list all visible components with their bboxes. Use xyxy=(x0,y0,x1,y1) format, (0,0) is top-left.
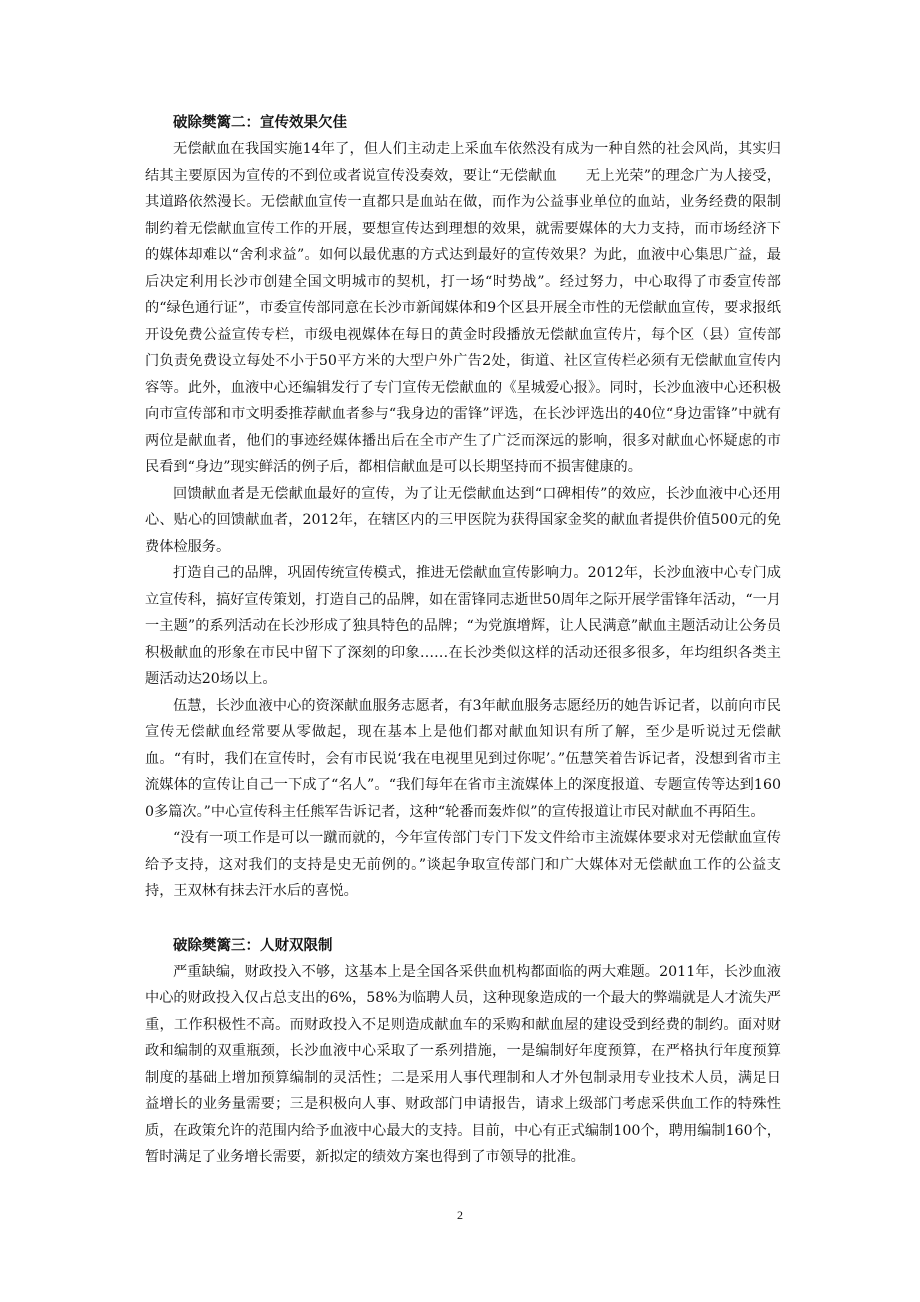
section-heading-3: 破除樊篱三：人财双限制 xyxy=(173,937,333,954)
paragraph: “没有一项工作是可以一蹴而就的，今年宣传部门专门下发文件给市主流媒体要求对无偿献血宣传给予支持，这对我们的支持是史无前例的。”谈起争取宣传部门和广大媒体对无偿献血工作的公益支持，王双林有抹去汗水后的喜悦。 xyxy=(145,830,781,899)
paragraph: 打造自己的品牌，巩固传统宣传模式，推进无偿献血宣传影响力。2012年，长沙血液中心专门成立宣传科，搞好宣传策划，打造自己的品牌，如在雷锋同志逝世50周年之际开展学雷锋年活动，“一月一主题”的系列活动在长沙形成了独具特色的品牌；“为党旗增辉，让人民满意”献血主题活动让公务员积极献血的形象在市民中留下了深刻的印象……在长沙类似这样的活动还很多很多，年均组织各类主题活动达20场以上。 xyxy=(145,565,781,687)
section-spacer xyxy=(145,905,781,933)
paragraph: 回馈献血者是无偿献血最好的宣传，为了让无偿献血达到“口碑相传”的效应，长沙血液中心还用心、贴心的回馈献血者，2012年，在辖区内的三甲医院为获得国家金奖的献血者提供价值500元的免费体检服务。 xyxy=(145,485,781,555)
page-number: 2 xyxy=(457,1208,463,1222)
document-page xyxy=(145,110,781,1171)
paragraph: 无偿献血在我国实施14年了，但人们主动走上采血车依然没有成为一种自然的社会风尚，其实归结其主要原因为宣传的不到位或者说宣传没奏效，要让“无偿献血 无上光荣”的理念广为人接受，其道路依然漫长。无偿献血宣传一直都只是血站在做，而作为公益事业单位的血站，业务经费的限制制约着无偿献血宣传工作的开展，要想宣传达到理想的效果，就需要媒体的大力支持，而市场经济下的媒体却难以“舍利求益”。如何以最优惠的方式达到最好的宣传效果？为此，血液中心集思广益，最后决定利用长沙市创建全国文明城市的契机，打一场“时势战”。经过努力，中心取得了市委宣传部的“绿色通行证”，市委宣传部同意在长沙市新闻媒体和9个区县开展全市性的无偿献血宣传，要求报纸开设免费公益宣传专栏，市级电视媒体在每日的黄金时段播放无偿献血宣传片，每个区（县）宣传部门负责免费设立每处不小于50平方米的大型户外广告2处，街道、社区宣传栏必须有无偿献血宣传内容等。此外，血液中心还编辑发行了专门宣传无偿献血的《星城爱心报》。同时，长沙血液中心还积极向市宣传部和市文明委推荐献血者参与“我身边的雷锋”评选，在长沙评选出的40位“身边雷锋”中就有两位是献血者，他们的事迹经媒体播出后在全市产生了广泛而深远的影响，很多对献血心怀疑虑的市民看到“身边”现实鲜活的例子后，都相信献血是可以长期坚持而不损害健康的。 xyxy=(145,141,781,475)
paragraph: 严重缺编，财政投入不够，这基本上是全国各采供血机构都面临的两大难题。2011年，长沙血液中心的财政投入仅占总支出的6%，58%为临聘人员，这种现象造成的一个最大的弊端就是人才流失严重，工作积极性不高。而财政投入不足则造成献血车的采购和献血屋的建设受到经费的制约。面对财政和编制的双重瓶颈，长沙血液中心采取了一系列措施，一是编制好年度预算，在严格执行年度预算制度的基础上增加预算编制的灵活性；二是采用人事代理制和人才外包制录用专业技术人员，满足日益增长的业务量需要；三是积极向人事、财政部门申请报告，请求上级部门考虑采供血工作的特殊性质，在政策允许的范围内给予血液中心最大的支持。目前，中心有正式编制100个，聘用编制160个，暂时满足了业务增长需要，新拟定的绩效方案也得到了市领导的批准。 xyxy=(145,963,781,1165)
section-heading-2: 破除樊篱二：宣传效果欠佳 xyxy=(173,115,347,131)
paragraph: 伍慧，长沙血液中心的资深献血服务志愿者，有3年献血服务志愿经历的她告诉记者，以前向市民宣传无偿献血经常要从零做起，现在基本上是他们都对献血知识有所了解，至少是听说过无偿献血。“有时，我们在宣传时，会有市民说‘我在电视里见到过你呢’。”伍慧笑着告诉记者，没想到省市主流媒体的宣传让自己一下成了“名人”。“我们每年在省市主流媒体上的深度报道、专题宣传等达到1600多篇次。”中心宣传科主任熊军告诉记者，这种“轮番而轰炸似”的宣传报道让市民对献血不再陌生。 xyxy=(145,697,781,820)
